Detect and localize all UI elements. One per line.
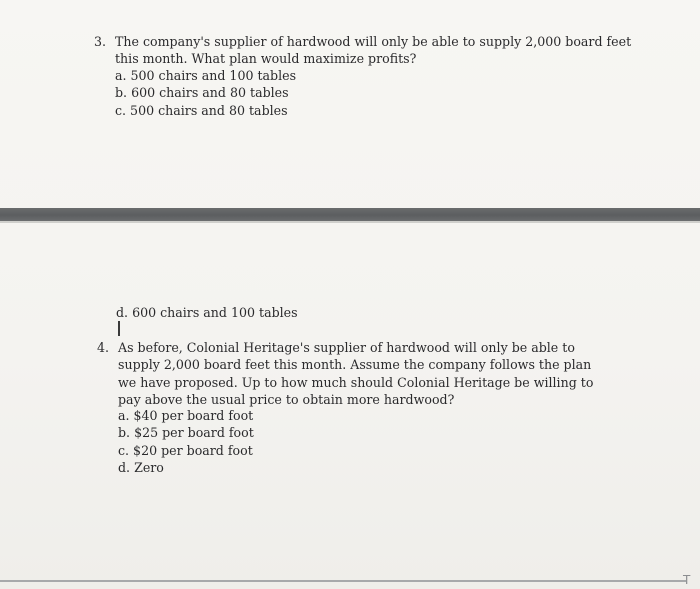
bottom-rule [0,580,686,582]
question-text: The company's supplier of hardwood will only be able to supply 2,000 board feet this month. What plan would maximize profits? [115,34,632,67]
answer-options [118,407,254,476]
answer-option-b[interactable]: b. 600 chairs and 80 tables [115,85,289,101]
corner-mark: T [683,573,691,587]
question-number: 4. [97,340,110,355]
text-cursor [118,321,120,336]
answer-option-c[interactable]: c. $20 per board foot [118,442,253,458]
answer-options [115,67,296,119]
page-break-divider [0,208,700,221]
answer-option-b[interactable]: b. $25 per board foot [118,425,254,441]
answer-option-a[interactable]: a. 500 chairs and 100 tables [115,68,297,83]
answer-option-a[interactable]: a. $40 per board foot [118,408,254,423]
question-text: As before, Colonial Heritage's supplier of hardwood will only be able to supply 2,000 board feet this month. Assume the company follows the plan we have proposed. Up to how much should Colonial Heritage be willing to pay above the usual price to obtain more hardwood? [118,340,594,407]
answer-option-c[interactable]: c. 500 chairs and 80 tables [115,102,288,118]
answer-option-d[interactable]: d. Zero [118,459,164,475]
divider-shadow [0,221,700,223]
question-number: 3. [94,34,107,49]
answer-option-d[interactable]: d. 600 chairs and 100 tables [116,305,298,320]
